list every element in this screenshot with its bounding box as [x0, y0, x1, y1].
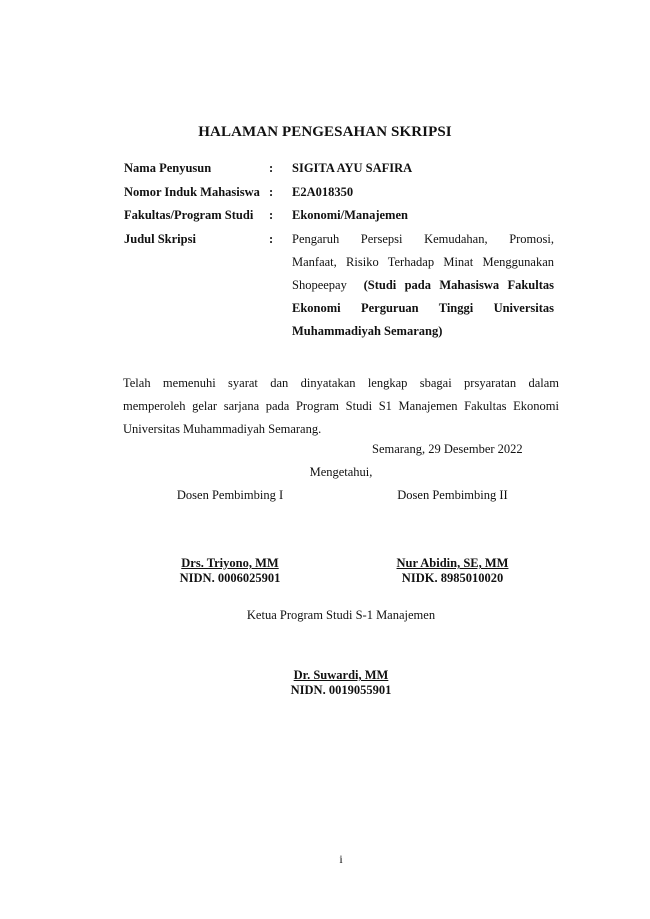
- signature-pembimbing-1-name: [150, 556, 310, 586]
- nim-label: Nomor Induk Mahasiswa: [124, 184, 260, 199]
- judul-label: Judul Skripsi: [124, 231, 196, 246]
- info-row-nama: [124, 161, 554, 185]
- signer-name: Dr. Suwardi, MM: [293, 668, 389, 682]
- info-row-judul: [124, 231, 555, 339]
- ketua-role: Ketua Program Studi S-1 Manajemen: [246, 608, 436, 622]
- fakultas-value: Ekonomi/Manajemen: [292, 208, 408, 222]
- page-title: HALAMAN PENGESAHAN SKRIPSI: [198, 124, 452, 140]
- judul-line: [292, 320, 554, 343]
- signer-role: Dosen Pembimbing I: [176, 488, 284, 502]
- judul-line: [292, 274, 554, 297]
- signer-id: NIDN. 0006025901: [179, 571, 281, 585]
- colon: :: [269, 208, 274, 222]
- signature-ketua: [0, 668, 650, 698]
- signer-name: Drs. Triyono, MM: [181, 556, 279, 570]
- judul-line: [292, 297, 554, 320]
- page-number: i: [339, 852, 343, 866]
- signer-role: Dosen Pembimbing II: [397, 488, 508, 502]
- colon: :: [269, 184, 274, 199]
- signer-id: NIDN. 0019055901: [290, 683, 392, 697]
- info-row-nim: [124, 185, 554, 209]
- paragraph-line: Telah memenuhi syarat dan dinyatakan lengkap sbagai prsyaratan dalam: [123, 376, 559, 390]
- judul-line-bold: Ekonomi Perguruan Tinggi Universitas: [292, 301, 554, 316]
- judul-line: Manfaat, Risiko Terhadap Minat Menggunakan: [292, 254, 554, 269]
- approval-paragraph: [123, 372, 559, 441]
- judul-line-normal: Shopeepay: [292, 277, 347, 292]
- paragraph-line: memperoleh gelar sarjana pada Program Studi S1 Manajemen Fakultas Ekonomi: [123, 399, 559, 413]
- place-date: Semarang, 29 Desember 2022: [372, 442, 523, 456]
- colon: :: [269, 161, 274, 175]
- judul-line: Pengaruh Persepsi Kemudahan, Promosi,: [292, 231, 554, 246]
- signature-pembimbing-2-name: [370, 556, 535, 586]
- student-info: [124, 161, 555, 339]
- judul-line-bold: (Studi pada Mahasiswa Fakultas: [363, 277, 555, 292]
- signature-pembimbing-2: [370, 488, 535, 503]
- signature-pembimbing-1: [150, 488, 310, 503]
- paragraph-line: Universitas Muhammadiyah Semarang.: [123, 422, 322, 436]
- nim-value: E2A018350: [292, 184, 354, 199]
- nama-label: Nama Penyusun: [124, 161, 212, 175]
- colon: :: [269, 231, 274, 246]
- judul-line-bold: Muhammadiyah Semarang): [292, 324, 443, 339]
- nama-value: SIGITA AYU SAFIRA: [292, 161, 413, 175]
- signer-name: Nur Abidin, SE, MM: [396, 556, 509, 570]
- signer-id: NIDK. 8985010020: [401, 571, 504, 585]
- mengetahui-text: Mengetahui,: [309, 465, 373, 479]
- fakultas-label: Fakultas/Program Studi: [124, 208, 254, 222]
- judul-value: [292, 228, 554, 344]
